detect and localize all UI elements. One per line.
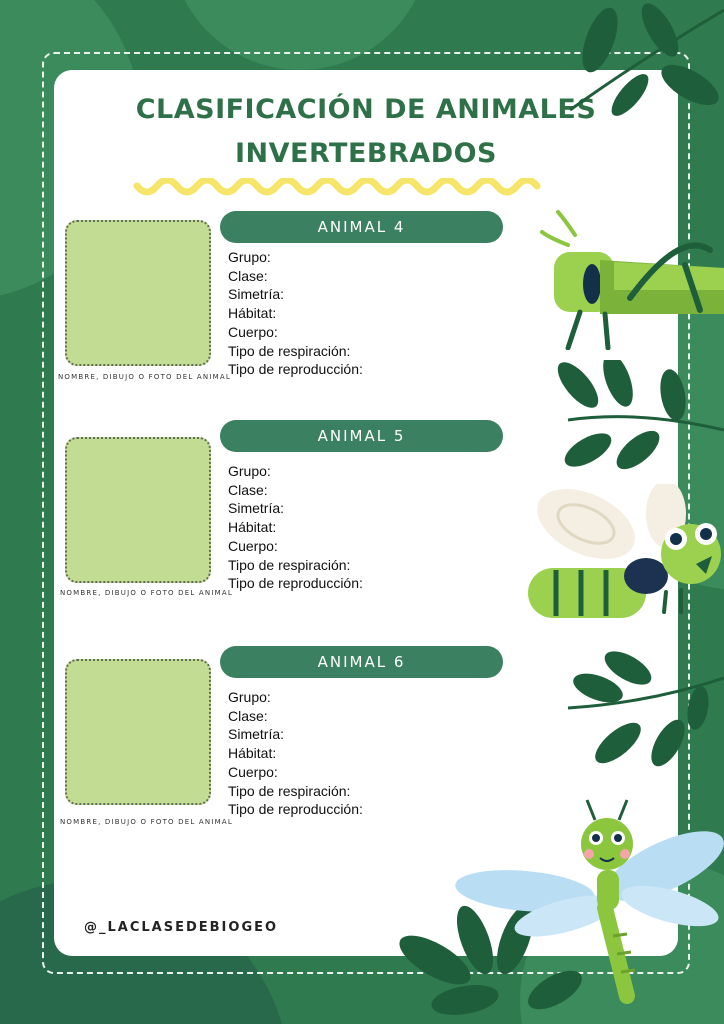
animal-header: ANIMAL 6: [220, 646, 503, 678]
title-line-1: CLASIFICACIÓN DE ANIMALES: [135, 94, 597, 125]
field-simetria[interactable]: Simetría:: [228, 726, 285, 743]
photo-box[interactable]: [65, 220, 211, 366]
field-cuerpo[interactable]: Cuerpo:: [228, 323, 278, 340]
animal-header: ANIMAL 5: [220, 420, 503, 452]
field-clase[interactable]: Clase:: [228, 267, 268, 284]
animal-header: ANIMAL 4: [220, 211, 503, 243]
field-respiracion[interactable]: Tipo de respiración:: [228, 556, 351, 573]
field-respiracion[interactable]: Tipo de respiración:: [228, 342, 351, 359]
field-simetria[interactable]: Simetría:: [228, 286, 285, 303]
field-grupo[interactable]: Grupo:: [228, 689, 271, 705]
field-habitat[interactable]: Hábitat:: [228, 519, 277, 536]
field-respiracion[interactable]: Tipo de respiración:: [228, 782, 351, 799]
field-grupo[interactable]: Grupo:: [228, 249, 271, 265]
leaf-branch-icon: [548, 360, 724, 470]
author-handle: @_LACLASEDEBIOGEO: [84, 920, 279, 935]
leaf-branch-icon: [560, 0, 724, 120]
grasshopper-icon: [540, 210, 724, 350]
photo-box[interactable]: [65, 437, 211, 583]
photo-caption: NOMBRE, DIBUJO O FOTO DEL ANIMAL: [60, 589, 233, 597]
wasp-icon: [526, 484, 724, 634]
field-clase[interactable]: Clase:: [228, 707, 268, 724]
field-reproduccion[interactable]: Tipo de reproducción:: [228, 575, 363, 592]
field-list: [228, 688, 363, 819]
field-grupo[interactable]: Grupo:: [228, 463, 271, 479]
photo-box[interactable]: [65, 659, 211, 805]
wave-divider: [133, 178, 543, 200]
field-cuerpo[interactable]: Cuerpo:: [228, 763, 278, 780]
field-list: [228, 248, 363, 379]
field-list: [228, 462, 363, 593]
field-reproduccion[interactable]: Tipo de reproducción:: [228, 361, 363, 378]
leaf-branch-icon: [568, 648, 724, 778]
photo-caption: NOMBRE, DIBUJO O FOTO DEL ANIMAL: [60, 818, 233, 826]
field-simetria[interactable]: Simetría:: [228, 500, 285, 517]
field-habitat[interactable]: Hábitat:: [228, 745, 277, 762]
field-reproduccion[interactable]: Tipo de reproducción:: [228, 801, 363, 818]
title-line-2: INVERTEBRADOS: [235, 138, 497, 169]
photo-caption: NOMBRE, DIBUJO O FOTO DEL ANIMAL: [58, 373, 231, 381]
dragonfly-icon: [455, 796, 724, 1016]
field-habitat[interactable]: Hábitat:: [228, 305, 277, 322]
field-cuerpo[interactable]: Cuerpo:: [228, 537, 278, 554]
field-clase[interactable]: Clase:: [228, 481, 268, 498]
